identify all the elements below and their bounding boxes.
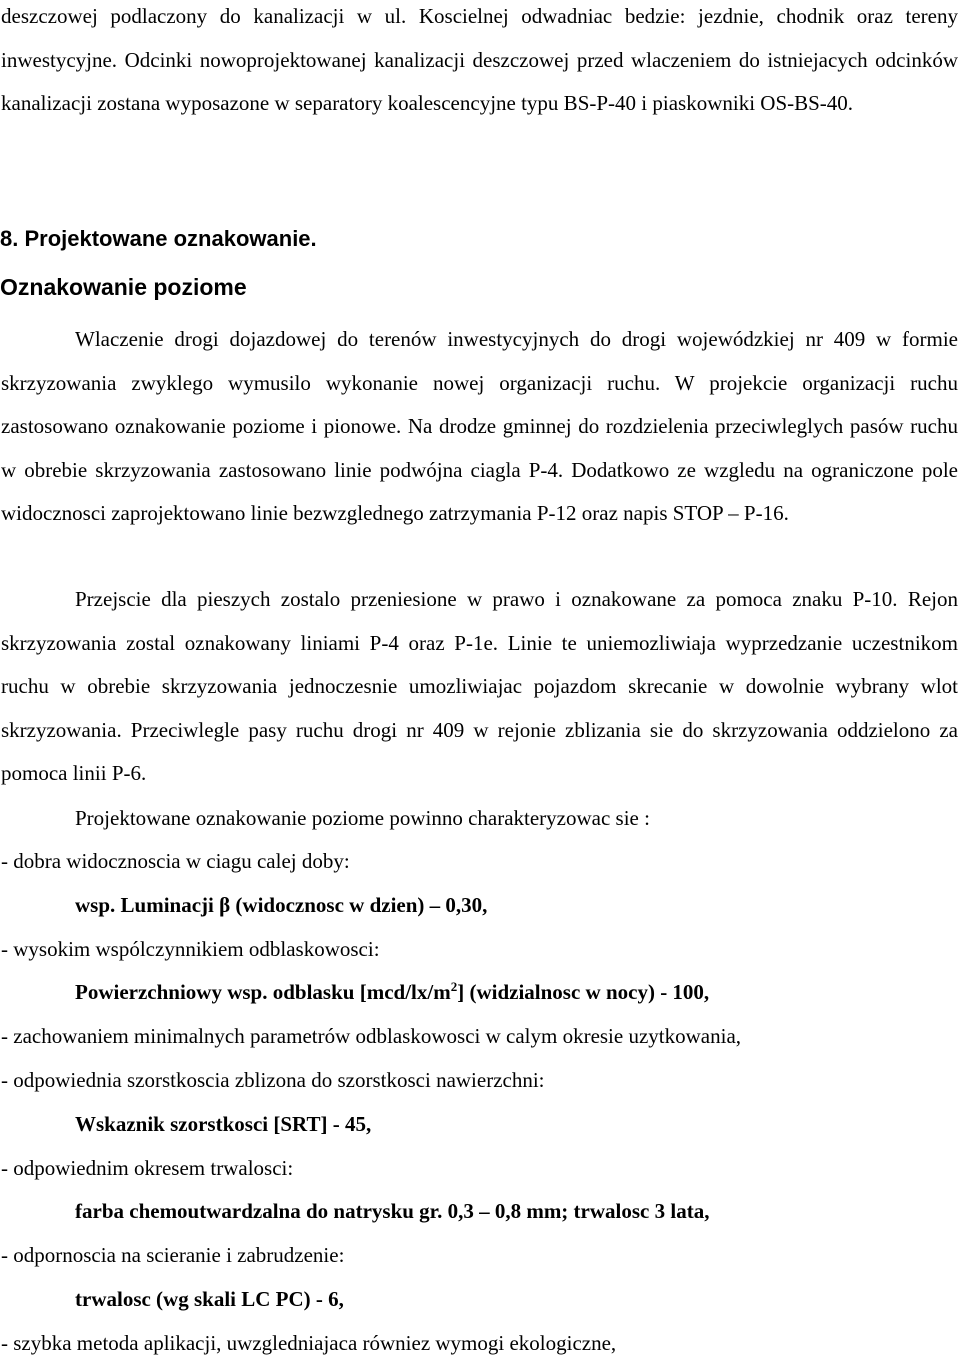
requirement-spec [0,971,957,1015]
spec-superscript: 2 [450,979,458,995]
body-paragraph-3: Projektowane oznakowanie poziome powinno charakteryzowac sie : [75,806,650,830]
body-paragraph-1: Wlaczenie drogi dojazdowej do terenów inwestycyjnych do drogi wojewódzkiej nr 409 w formie skrzyzowania zwyklego wymusilo wykonanie nowej organizacji ruchu. W projekcie organizacji ruchu zastosowano oznakowanie poziome i pionowe. Na drodze gminnej do rozdzielenia przeciwleglych pasów ruchu w obrebie skrzyzowania zastosowano linie podwójna ciagla P-4. Dodatkowo ze wzgledu na ograniczone pole widocznosci zaprojektowano linie bezwzglednego zatrzymania P-12 oraz napis STOP – P-16. [1,327,958,525]
requirement-spec: trwalosc (wg skali LC PC) - 6, [75,1286,344,1311]
requirements-list [0,840,957,1366]
requirement-item: - odpornoscia na scieranie i zabrudzenie: [1,1243,345,1268]
body-paragraph-2: Przejscie dla pieszych zostalo przeniesione w prawo i oznakowane za pomoca znaku P-10. Rejon skrzyzowania zostal oznakowany liniami P-4 oraz P-1e. Linie te uniemozliwiaja wyprzedzanie uczestnikom ruchu w obrebie skrzyzowania jednoczesnie umozliwiajac pojazdom skrecanie w dowolnie wybrany wlot skrzyzowania. Przeciwlegle pasy ruchu drogi nr 409 w rejonie zblizania sie do skrzyzowania oddzielono za pomoca linii P-6. [1,587,958,785]
requirement-item: - zachowaniem minimalnych parametrów odblaskowosci w calym okresie uzytkowania, [1,1024,742,1049]
section-subtitle: Oznakowanie poziome [0,274,247,300]
requirement-spec: Wskaznik szorstkosci [SRT] - 45, [75,1111,372,1136]
section-title: 8. Projektowane oznakowanie. [0,226,317,251]
requirement-item: - wysokim wspólczynnikiem odblaskowosci: [1,936,380,961]
requirement-item: - szybka metoda aplikacji, uwzgledniajaca równiez wymogi ekologiczne, [1,1330,617,1355]
spec-text: Powierzchniowy wsp. odblasku [mcd/lx/m [75,980,451,1005]
requirement-spec: wsp. Luminacji β (widocznosc w dzien) – 0,30, [75,892,488,917]
requirement-item: - odpowiednim okresem trwalosci: [1,1155,294,1180]
requirement-item: - odpowiednia szorstkoscia zblizona do szorstkosci nawierzchni: [1,1067,545,1092]
spec-text: ] (widzialnosc w nocy) - 100, [457,980,710,1005]
requirement-spec: farba chemoutwardzalna do natrysku gr. 0,3 – 0,8 mm; trwalosc 3 lata, [75,1199,710,1224]
requirement-item: - dobra widocznoscia w ciagu calej doby: [1,849,350,873]
intro-paragraph: deszczowej podlaczony do kanalizacji w ul. Koscielnej odwadniac bedzie: jezdnie, chodnik oraz tereny inwestycyjne. Odcinki nowoprojektowanej kanalizacji deszczowej przed wlaczeniem do istniejacych odcinków kanalizacji zostana wyposazone w separatory koalescencyjne typu BS-P-40 i piaskowniki OS-BS-40. [1,4,958,115]
